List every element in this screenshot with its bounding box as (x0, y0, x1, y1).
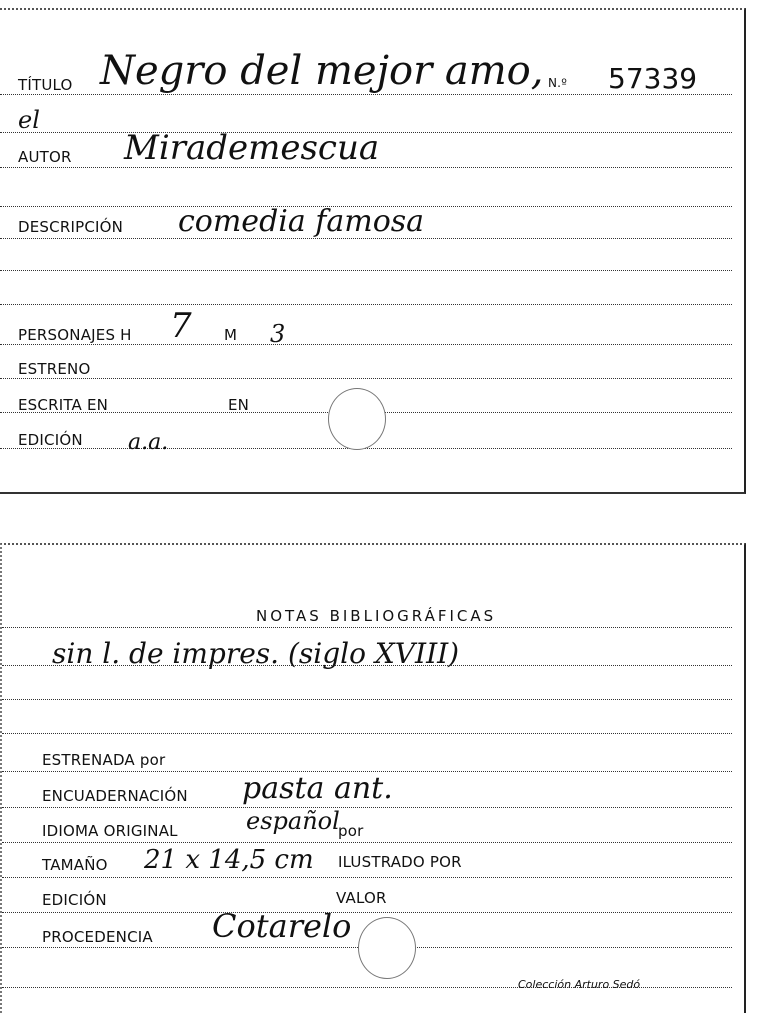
procedencia-value: Cotarelo (212, 907, 352, 945)
titulo-value: Negro del mejor amo, (100, 48, 544, 94)
personajes-m-value: 3 (270, 320, 286, 348)
titulo-article: el (18, 106, 40, 134)
notas-value: sin l. de impres. (siglo XVIII) (52, 637, 460, 670)
rule-line (0, 268, 732, 271)
autor-value: Mirademescua (124, 128, 380, 168)
rule-line (2, 875, 732, 878)
autor-label: AUTOR (18, 148, 72, 166)
idioma-value: español (246, 807, 340, 835)
tamano-value: 21 x 14,5 cm (144, 845, 314, 875)
edicion-label-2: EDICIÓN (42, 891, 107, 909)
titulo-label: TÍTULO (18, 76, 73, 94)
descripcion-label: DESCRIPCIÓN (18, 218, 124, 236)
personajes-label: PERSONAJES H (18, 326, 132, 344)
punch-hole (358, 917, 416, 979)
en-label: EN (228, 396, 250, 414)
collection-footer: Colección Arturo Sedó (518, 978, 641, 991)
edicion-value: a.a. (128, 430, 169, 455)
rule-line (2, 840, 732, 843)
catalog-card-front (0, 8, 746, 494)
tamano-label: TAMAÑO (42, 856, 108, 874)
estreno-label: ESTRENO (18, 360, 91, 378)
rule-line (2, 731, 732, 734)
valor-label: VALOR (336, 889, 387, 907)
descripcion-value: comedia famosa (178, 204, 425, 239)
rule-line (2, 625, 732, 628)
catalog-card-back (0, 543, 746, 1013)
personajes-m-label: M (224, 326, 238, 344)
personajes-h-value: 7 (170, 306, 192, 346)
encuadernacion-label: ENCUADERNACIÓN (42, 787, 188, 805)
punch-hole (328, 388, 386, 450)
rule-line (2, 697, 732, 700)
edicion-label: EDICIÓN (18, 431, 83, 449)
numero-label: N.º (548, 76, 568, 90)
rule-line (0, 302, 732, 305)
estrenada-label: ESTRENADA por (42, 751, 166, 769)
idioma-por-label: por (338, 822, 364, 840)
numero-value: 57339 (608, 62, 698, 95)
encuadernacion-value: pasta ant. (242, 771, 393, 806)
ilustrado-label: ILUSTRADO POR (338, 853, 462, 871)
procedencia-label: PROCEDENCIA (42, 928, 153, 946)
rule-line (2, 910, 732, 913)
escrita-label: ESCRITA EN (18, 396, 109, 414)
rule-line (0, 376, 732, 379)
notas-heading: NOTAS BIBLIOGRÁFICAS (256, 607, 497, 625)
idioma-label: IDIOMA ORIGINAL (42, 822, 178, 840)
